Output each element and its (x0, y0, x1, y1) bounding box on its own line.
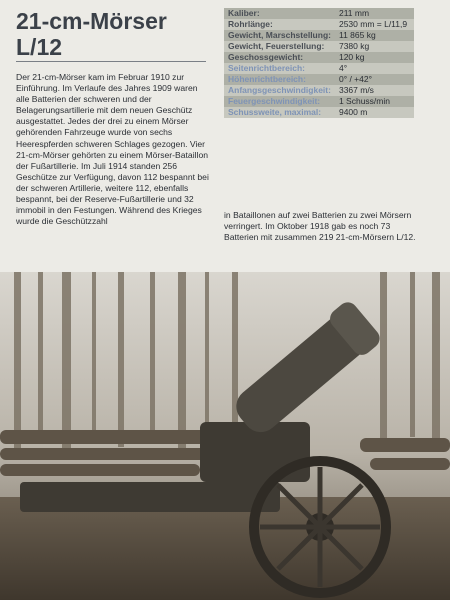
spec-value: 120 kg (335, 52, 414, 63)
spec-row (224, 8, 414, 19)
spec-label: Geschossgewicht: (224, 52, 335, 63)
mortar-photograph (0, 272, 450, 600)
page-title: 21-cm-Mörser L/12 (16, 8, 167, 60)
spec-value: 7380 kg (335, 41, 414, 52)
spec-row (224, 96, 414, 107)
spec-label: Rohrlänge: (224, 19, 335, 30)
body-text-left: Der 21-cm-Mörser kam im Februar 1910 zur Einführung. Im Verlaufe des Jahres 1909 waren alle Batterien der schweren und der Belagerungsartillerie mit dem neuen Geschütz ausgestattet. Jedes der drei zu einem Mörser gehörenden Fahrzeuge wurde von sechs Heerespferden schweren Schlages gezogen. Vier 21-cm-Mörser gehörten zu einem Mörser-Bataillon der Fußartillerie. Im Juli 1914 standen 256 Geschütze zur Verfügung, davon 112 bespannt bei der schweren Artillerie, weitere 112, ebenfalls bespannt, bei der Reserve-Fußartillerie und 32 immobil in den Festungen. Während des Krieges wurde die Geschützzahl (16, 72, 209, 227)
spec-row (224, 19, 414, 30)
spec-row (224, 74, 414, 85)
spec-value: 211 mm (335, 8, 414, 19)
body-text-right: in Bataillonen auf zwei Batterien zu zwei Mörsern verringert. Im Oktober 1918 gab es noch 73 Batterien mit zusammen 219 21-cm-Mörsern L/12. (224, 210, 416, 243)
spec-value: 4° (335, 63, 414, 74)
spec-label: Kaliber: (224, 8, 335, 19)
spec-row (224, 85, 414, 96)
spec-row (224, 41, 414, 52)
spec-label: Gewicht, Feuerstellung: (224, 41, 335, 52)
spec-row (224, 107, 414, 118)
spec-value: 2530 mm = L/11,9 (335, 19, 414, 30)
spec-label: Höhenrichtbereich: (224, 74, 335, 85)
spec-value: 1 Schuss/min (335, 96, 414, 107)
spec-value: 0° / +42° (335, 74, 414, 85)
spec-value: 3367 m/s (335, 85, 414, 96)
spec-label: Anfangsgeschwindigkeit: (224, 85, 335, 96)
spec-label: Schussweite, maximal: (224, 107, 335, 118)
spec-label: Seitenrichtbereich: (224, 63, 335, 74)
spec-label: Gewicht, Marschstellung: (224, 30, 335, 41)
spec-value: 9400 m (335, 107, 414, 118)
specifications-table (224, 8, 414, 118)
spec-value: 11 865 kg (335, 30, 414, 41)
spec-row (224, 52, 414, 63)
spec-row (224, 30, 414, 41)
spec-row (224, 63, 414, 74)
spec-label: Feuergeschwindigkeit: (224, 96, 335, 107)
title-divider (16, 61, 206, 62)
